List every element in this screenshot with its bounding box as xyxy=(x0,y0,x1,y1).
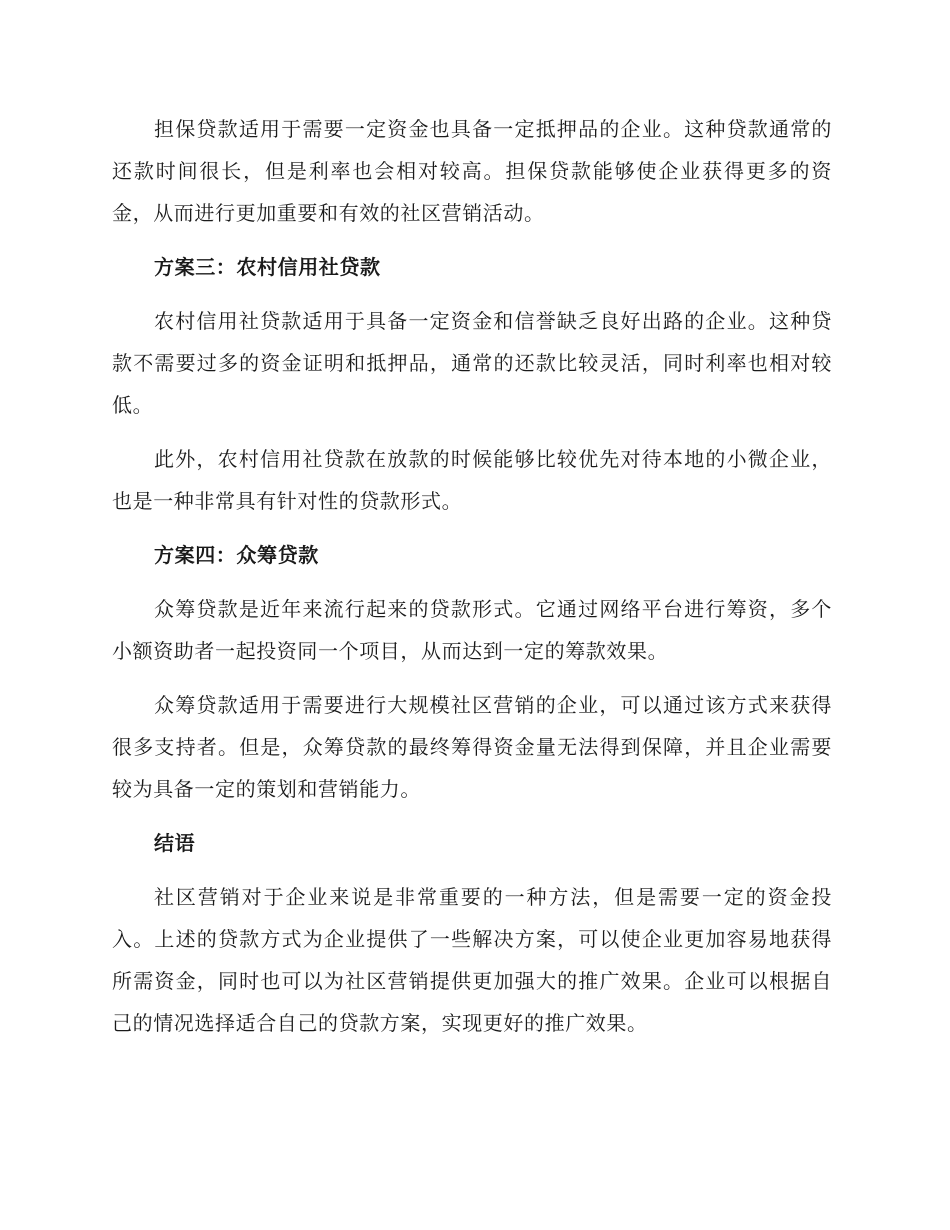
paragraph-gap xyxy=(112,234,832,246)
paragraph-rural-credit-loan: 农村信用社贷款适用于具备一定资金和信誉缺乏良好出路的企业。这种贷款不需要过多的资金证明和抵押品，通常的还款比较灵活，同时利率也相对较低。 xyxy=(112,309,832,417)
document-body xyxy=(112,108,832,1044)
section-heading-plan-three: 方案三：农村信用社贷款 xyxy=(154,255,381,279)
paragraph-gap xyxy=(112,864,832,876)
paragraph-gap xyxy=(112,288,832,300)
section-heading-conclusion: 结语 xyxy=(154,831,196,855)
paragraph-guarantee-loan: 担保贷款适用于需要一定资金也具备一定抵押品的企业。这种贷款通常的还款时间很长，但是利率也会相对较高。担保贷款能够使企业获得更多的资金，从而进行更加重要和有效的社区营销活动。 xyxy=(112,117,832,225)
paragraph-gap xyxy=(112,522,832,534)
paragraph-gap xyxy=(112,672,832,684)
paragraph-conclusion: 社区营销对于企业来说是非常重要的一种方法，但是需要一定的资金投入。上述的贷款方式为企业提供了一些解决方案，可以使企业更加容易地获得所需资金，同时也可以为社区营销提供更加强大的推广效果。企业可以根据自己的情况选择适合自己的贷款方案，实现更好的推广效果。 xyxy=(112,885,832,1035)
paragraph-crowdfunding-usage: 众筹贷款适用于需要进行大规模社区营销的企业，可以通过该方式来获得很多支持者。但是，众筹贷款的最终筹得资金量无法得到保障，并且企业需要较为具备一定的策划和营销能力。 xyxy=(112,693,832,801)
paragraph-gap xyxy=(112,810,832,822)
paragraph-crowdfunding-intro: 众筹贷款是近年来流行起来的贷款形式。它通过网络平台进行筹资，多个小额资助者一起投资同一个项目，从而达到一定的筹款效果。 xyxy=(112,597,832,663)
paragraph-gap xyxy=(112,426,832,438)
paragraph-gap xyxy=(112,576,832,588)
section-heading-plan-four: 方案四：众筹贷款 xyxy=(154,543,319,567)
paragraph-rural-credit-priority: 此外，农村信用社贷款在放款的时候能够比较优先对待本地的小微企业，也是一种非常具有针对性的贷款形式。 xyxy=(112,447,832,513)
